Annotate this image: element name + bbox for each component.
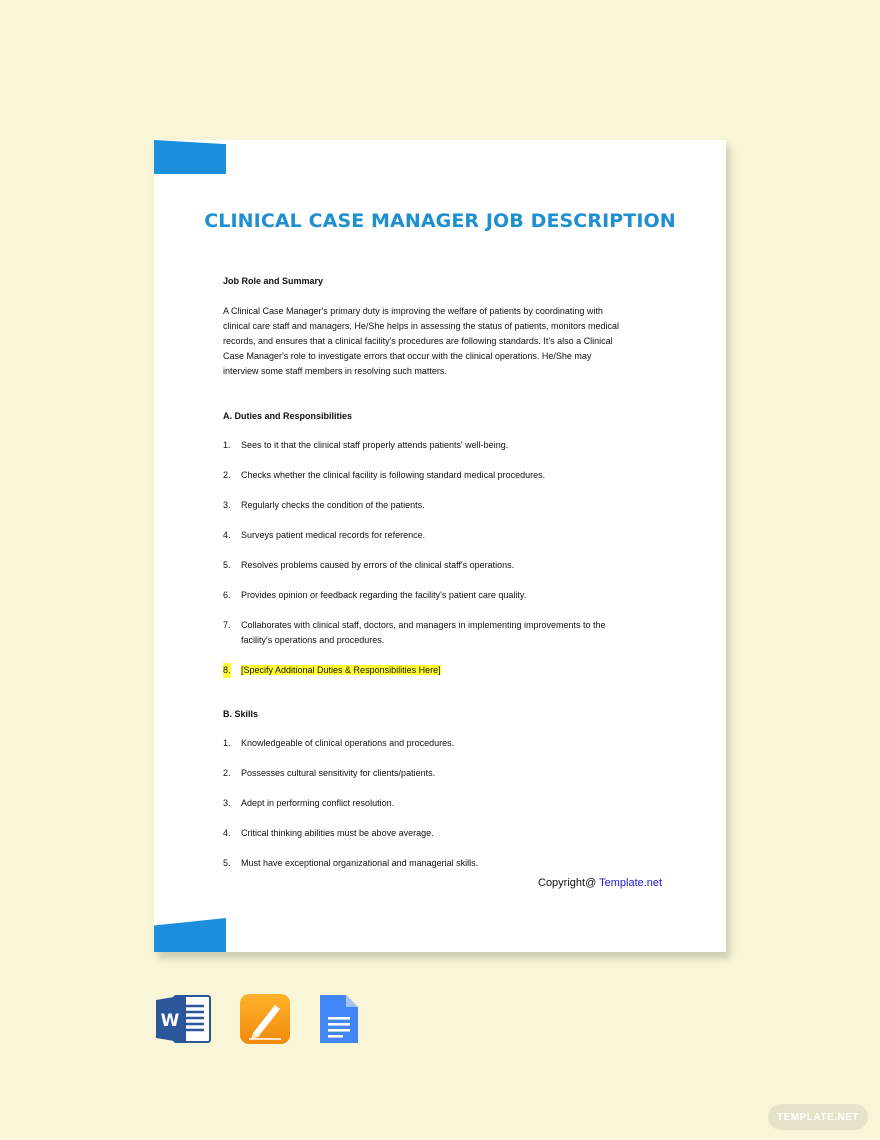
document-title: CLINICAL CASE MANAGER JOB DESCRIPTION <box>204 210 676 232</box>
skill-number: 4. <box>223 828 231 838</box>
duty-text: Provides opinion or feedback regarding the facility's patient care quality. <box>241 590 527 600</box>
bottom-ribbon-decoration <box>154 918 226 952</box>
duty-text: facility's operations and procedures. <box>241 635 385 645</box>
ms-word-icon[interactable] <box>156 993 212 1050</box>
skill-text: Knowledgeable of clinical operations and procedures. <box>241 738 455 748</box>
skill-text: Possesses cultural sensitivity for clients/patients. <box>241 768 436 778</box>
apple-pages-icon[interactable] <box>239 993 291 1050</box>
template-net-link[interactable]: Template.net <box>599 877 663 889</box>
template-net-watermark: TEMPLATE.NET <box>768 1104 868 1130</box>
skills-heading: B. Skills <box>223 709 259 719</box>
summary-paragraph <box>223 304 658 379</box>
summary-line: A Clinical Case Manager's primary duty is improving the welfare of patients by coordinating with <box>223 306 603 316</box>
duty-number: 8. <box>223 663 231 678</box>
word-letter: W <box>160 1011 180 1031</box>
skill-text: Must have exceptional organizational and managerial skills. <box>241 858 479 868</box>
duty-text: Surveys patient medical records for reference. <box>241 530 426 540</box>
duty-number: 2. <box>223 470 231 480</box>
duty-number: 1. <box>223 440 231 450</box>
skill-text: Adept in performing conflict resolution. <box>241 798 395 808</box>
summary-heading: Job Role and Summary <box>223 276 324 286</box>
duty-number: 3. <box>223 500 231 510</box>
skill-number: 5. <box>223 858 231 868</box>
copyright-notice <box>538 877 662 889</box>
duty-text: Sees to it that the clinical staff properly attends patients' well-being. <box>241 440 509 450</box>
summary-line: records, and ensures that a clinical facility's procedures are following standards. It's also a Clinical <box>223 336 613 346</box>
duty-number: 4. <box>223 530 231 540</box>
skill-number: 2. <box>223 768 231 778</box>
duty-text: Checks whether the clinical facility is following standard medical procedures. <box>241 470 546 480</box>
summary-line: clinical care staff and managers. He/She helps in assessing the status of patients, monitors medical <box>223 321 620 331</box>
duty-text: Resolves problems caused by errors of the clinical staff's operations. <box>241 560 515 570</box>
skill-number: 3. <box>223 798 231 808</box>
duty-number: 5. <box>223 560 231 570</box>
document-page <box>154 140 726 952</box>
summary-line: Case Manager's role to investigate errors that occur with the clinical operations. He/She may <box>223 351 592 361</box>
duty-placeholder-text: [Specify Additional Duties & Responsibilities Here] <box>241 665 441 675</box>
summary-line: interview some staff members in resolving such matters. <box>223 366 447 376</box>
duty-text: Collaborates with clinical staff, doctors, and managers in implementing improvements to the <box>241 620 606 630</box>
skill-number: 1. <box>223 738 231 748</box>
google-docs-icon[interactable] <box>318 993 360 1050</box>
duty-text: Regularly checks the condition of the patients. <box>241 500 425 510</box>
skill-text: Critical thinking abilities must be above average. <box>241 828 434 838</box>
copyright-prefix: Copyright@ <box>538 877 600 889</box>
duty-number: 7. <box>223 620 231 630</box>
duties-heading: A. Duties and Responsibilities <box>223 411 353 421</box>
duty-number: 6. <box>223 590 231 600</box>
top-ribbon-decoration <box>154 140 226 174</box>
